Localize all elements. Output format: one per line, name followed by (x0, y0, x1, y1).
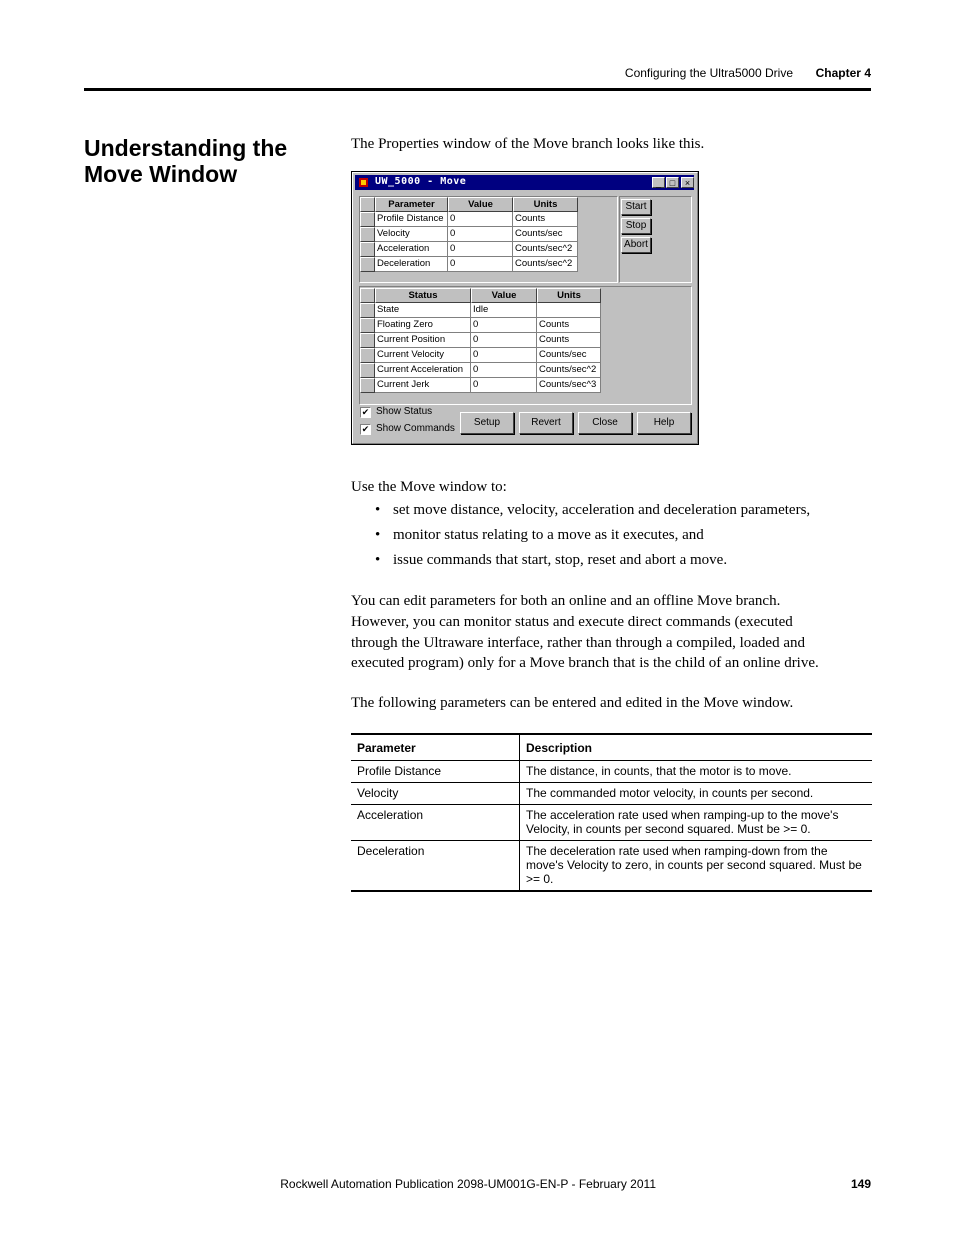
table-header-parameter: Parameter (351, 734, 520, 761)
parameters-table (351, 733, 872, 892)
bullet-item: monitor status relating to a move as it executes, and (393, 527, 704, 543)
table-row (351, 805, 872, 841)
move-window (351, 171, 699, 445)
help-button[interactable]: Help (637, 412, 691, 434)
paragraph-line: through the Ultraware interface, rather than through a compiled, loaded and (351, 635, 805, 651)
table-cell-parameter: Acceleration (351, 805, 520, 841)
status-units: Counts/sec (537, 348, 601, 363)
status-value: 0 (471, 363, 537, 378)
app-icon (358, 177, 369, 188)
row-selector[interactable] (360, 212, 375, 227)
param-value[interactable]: 0 (448, 212, 513, 227)
show-status-checkbox[interactable]: ✔ (361, 407, 370, 417)
status-name: Current Jerk (375, 378, 471, 393)
table-row (351, 761, 872, 783)
bullet-item: set move distance, velocity, acceleration and deceleration parameters, (393, 502, 811, 518)
status-name: Current Velocity (375, 348, 471, 363)
footer-publication: Rockwell Automation Publication 2098-UM001G-EN-P - February 2011 (280, 1177, 656, 1191)
table-cell-parameter: Profile Distance (351, 761, 520, 783)
window-title: UW_5000 - Move (375, 176, 467, 187)
revert-button[interactable]: Revert (519, 412, 573, 434)
status-units: Counts (537, 318, 601, 333)
row-selector[interactable] (360, 333, 375, 348)
param-units: Counts/sec (513, 227, 578, 242)
param-header-units[interactable]: Units (513, 197, 578, 212)
row-selector[interactable] (360, 227, 375, 242)
table-cell-description: The acceleration rate used when ramping-up to the move's Velocity, in counts per second squared. Must be >= 0. (520, 805, 873, 841)
paragraph-line: executed program) only for a Move branch that is the child of an online drive. (351, 655, 819, 671)
param-name: Velocity (375, 227, 448, 242)
stop-button[interactable]: Stop (621, 218, 651, 234)
status-value: 0 (471, 333, 537, 348)
table-cell-description: The distance, in counts, that the motor is to move. (520, 761, 873, 783)
param-header-value[interactable]: Value (448, 197, 513, 212)
show-status-label: Show Status (376, 406, 433, 417)
status-units: Counts/sec^2 (537, 363, 601, 378)
table-header-row (351, 734, 872, 761)
intro-text: The Properties window of the Move branch looks like this. (351, 136, 705, 152)
status-units: Counts/sec^3 (537, 378, 601, 393)
row-selector[interactable] (360, 378, 375, 393)
status-value: 0 (471, 318, 537, 333)
param-name: Profile Distance (375, 212, 448, 227)
paragraph-line: However, you can monitor status and execute direct commands (executed (351, 614, 793, 630)
close-button[interactable]: Close (578, 412, 632, 434)
close-window-button[interactable]: × (681, 177, 694, 188)
row-selector[interactable] (360, 257, 375, 272)
header-rule (84, 88, 871, 91)
status-name: Floating Zero (375, 318, 471, 333)
show-commands-checkbox[interactable]: ✔ (361, 424, 370, 434)
table-row (351, 841, 872, 892)
table-cell-description: The commanded motor velocity, in counts per second. (520, 783, 873, 805)
status-header-value[interactable]: Value (471, 288, 537, 303)
minimize-button[interactable]: _ (652, 177, 665, 188)
param-name: Deceleration (375, 257, 448, 272)
start-button[interactable]: Start (621, 199, 651, 215)
paragraph-line: You can edit parameters for both an online and an offline Move branch. (351, 593, 781, 609)
section-title: Understanding the Move Window (84, 135, 288, 187)
row-selector[interactable] (360, 303, 375, 318)
row-selector[interactable] (360, 363, 375, 378)
running-header-chapter: Chapter 4 (815, 66, 871, 80)
bullet-mark: • (375, 552, 381, 568)
show-commands-label: Show Commands (376, 423, 455, 434)
status-header-units[interactable]: Units (537, 288, 601, 303)
param-units: Counts (513, 212, 578, 227)
status-units (537, 303, 601, 318)
setup-button[interactable]: Setup (460, 412, 514, 434)
status-value: Idle (471, 303, 537, 318)
param-value[interactable]: 0 (448, 257, 513, 272)
param-name: Acceleration (375, 242, 448, 257)
param-header-parameter[interactable]: Parameter (375, 197, 448, 212)
grid-corner (360, 197, 375, 212)
table-cell-description: The deceleration rate used when ramping-down from the move's Velocity to zero, in counts per second squared. Must be >= 0. (520, 841, 873, 892)
table-cell-parameter: Deceleration (351, 841, 520, 892)
table-intro: The following parameters can be entered and edited in the Move window. (351, 695, 794, 711)
abort-button[interactable]: Abort (621, 237, 651, 253)
status-name: Current Acceleration (375, 363, 471, 378)
row-selector[interactable] (360, 242, 375, 257)
running-header-title: Configuring the Ultra5000 Drive (624, 66, 793, 80)
window-titlebar[interactable] (355, 175, 694, 190)
status-header-status[interactable]: Status (375, 288, 471, 303)
param-value[interactable]: 0 (448, 227, 513, 242)
use-intro: Use the Move window to: (351, 479, 507, 495)
grid-corner (360, 288, 375, 303)
bullet-mark: • (375, 527, 381, 543)
param-units: Counts/sec^2 (513, 257, 578, 272)
bullet-mark: • (375, 502, 381, 518)
table-row (351, 783, 872, 805)
status-name: Current Position (375, 333, 471, 348)
param-units: Counts/sec^2 (513, 242, 578, 257)
status-value: 0 (471, 348, 537, 363)
bullet-item: issue commands that start, stop, reset and abort a move. (393, 552, 728, 568)
table-header-description: Description (520, 734, 873, 761)
maximize-button[interactable]: □ (666, 177, 679, 188)
param-value[interactable]: 0 (448, 242, 513, 257)
row-selector[interactable] (360, 348, 375, 363)
row-selector[interactable] (360, 318, 375, 333)
table-cell-parameter: Velocity (351, 783, 520, 805)
status-value: 0 (471, 378, 537, 393)
status-name: State (375, 303, 471, 318)
status-units: Counts (537, 333, 601, 348)
page-number: 149 (850, 1177, 871, 1191)
